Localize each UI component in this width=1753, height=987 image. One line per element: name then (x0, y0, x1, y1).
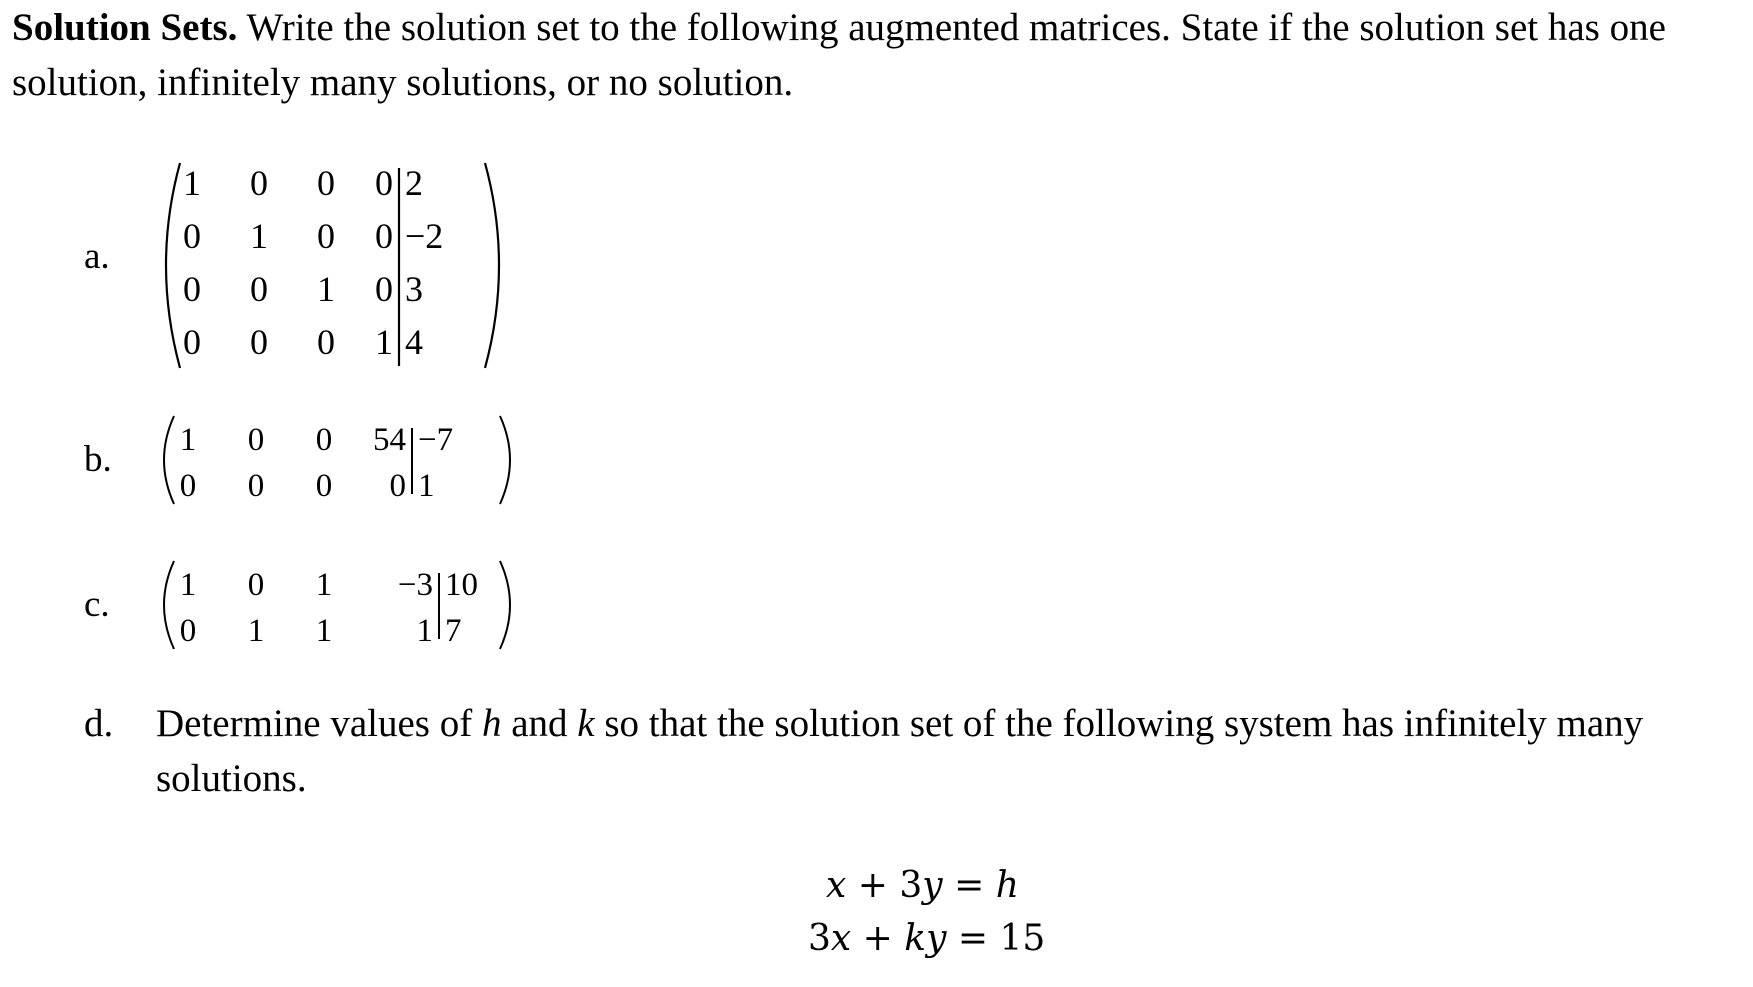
matrix-cell: 0 (183, 269, 201, 309)
item-b-label: b. (84, 439, 112, 480)
matrix-cell: 1 (416, 613, 433, 649)
matrix-cell: 0 (317, 163, 335, 203)
item-c-label: c. (84, 584, 110, 625)
matrix-cell: 0 (317, 322, 335, 362)
item-d-text-3: so that the solution set of the following system has infinitely many solutions. (156, 702, 1644, 800)
eq1-y: y (922, 865, 943, 906)
matrix-cell: 0 (247, 422, 265, 458)
section-title: Solution Sets. (12, 6, 238, 49)
eq2-x: x (830, 918, 852, 959)
item-d-text (156, 696, 1716, 806)
matrix-cell: 10 (445, 567, 478, 603)
matrix-b-right-paren (500, 416, 510, 504)
matrix-c-left-paren (164, 561, 174, 649)
matrix-cell: 7 (445, 613, 462, 649)
matrix-cell: 1 (183, 163, 201, 203)
instructions-paragraph (12, 0, 1712, 110)
eq1-h: h (995, 865, 1019, 906)
matrix-cell: 0 (375, 216, 393, 256)
equation-1 (826, 860, 1019, 912)
eq1-plus-3: + 3 (846, 865, 923, 906)
matrix-cell: 1 (315, 567, 333, 603)
eq1-x: x (826, 865, 847, 906)
eq2-plus: + (851, 918, 905, 959)
matrix-cell: 0 (317, 216, 335, 256)
eq1-equals: = (942, 865, 996, 906)
equation-2 (808, 913, 1045, 965)
matrix-a-right-paren (485, 163, 499, 368)
variable-h: h (481, 702, 502, 745)
matrix-cell: 0 (315, 422, 333, 458)
matrix-cell: 4 (405, 322, 423, 362)
matrix-cell: 0 (179, 613, 197, 649)
matrix-cell: −7 (418, 422, 454, 458)
matrix-cell: 1 (179, 422, 197, 458)
matrix-cell: 1 (418, 468, 435, 504)
matrix-cell: 1 (179, 567, 197, 603)
matrix-cell: 0 (375, 269, 393, 309)
matrix-cell: 0 (247, 468, 265, 504)
matrix-a-left-paren (166, 163, 180, 368)
matrix-cell: −3 (397, 567, 433, 603)
matrix-cell: 3 (405, 269, 423, 309)
item-a-label: a. (84, 236, 110, 277)
matrix-cell: 0 (179, 468, 197, 504)
eq2-equals-15: = 15 (946, 918, 1046, 959)
matrix-cell: 0 (389, 468, 406, 504)
item-d-text-1: Determine values of (156, 702, 482, 745)
matrix-c (150, 555, 525, 655)
matrix-cell: 1 (315, 613, 333, 649)
eq2-coef-3: 3 (808, 918, 831, 959)
matrix-cell: 2 (405, 163, 423, 203)
item-d-text-2: and (501, 702, 578, 745)
matrix-cell: 0 (250, 269, 268, 309)
matrix-c-right-paren (500, 561, 510, 649)
eq2-ky: ky (904, 918, 947, 959)
matrix-cell: 1 (317, 269, 335, 309)
matrix-b-left-paren (164, 416, 174, 504)
matrix-cell: 0 (247, 567, 265, 603)
matrix-cell: 0 (183, 216, 201, 256)
matrix-cell: 1 (247, 613, 265, 649)
matrix-cell: 0 (250, 322, 268, 362)
matrix-cell: −2 (405, 216, 444, 256)
matrix-cell: 1 (375, 322, 393, 362)
matrix-cell: 0 (315, 468, 333, 504)
instructions-text: Write the solution set to the following augmented matrices. State if the solution set has one solution, infinitely many solutions, or no solution. (12, 6, 1666, 104)
matrix-cell: 0 (183, 322, 201, 362)
matrix-cell: 0 (250, 163, 268, 203)
matrix-cell: 0 (375, 163, 393, 203)
item-d-label: d. (84, 702, 114, 745)
matrix-a (150, 158, 525, 373)
matrix-cell: 1 (250, 216, 268, 256)
matrix-b (150, 410, 525, 510)
matrix-cell: 54 (373, 422, 406, 458)
variable-k: k (577, 702, 595, 745)
